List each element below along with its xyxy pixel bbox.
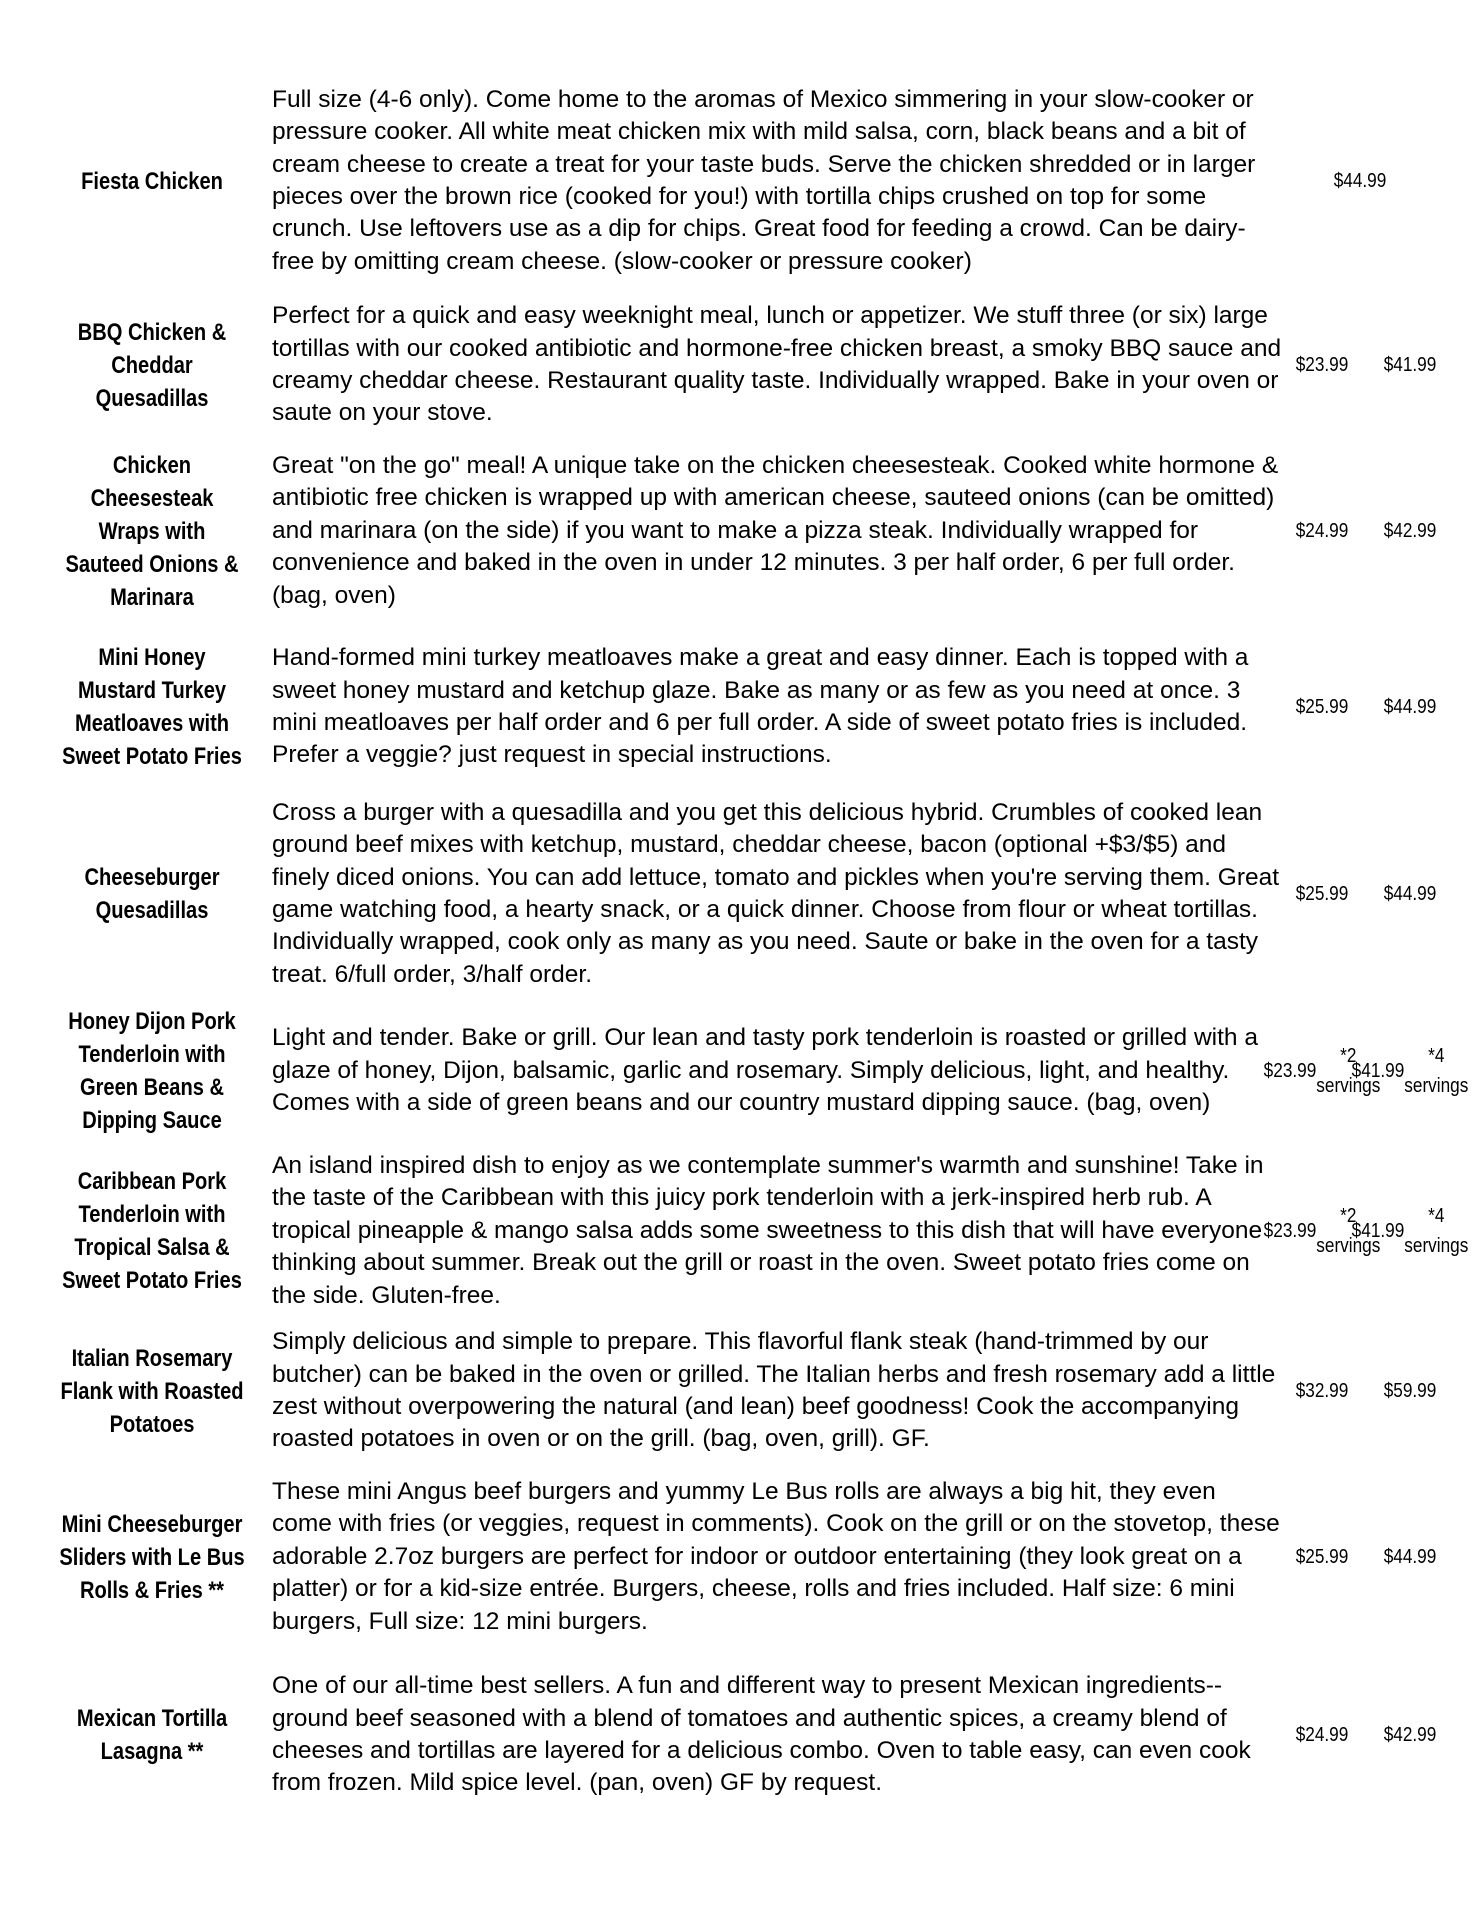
price: $41.99 bbox=[1351, 1060, 1405, 1082]
item-description: These mini Angus beef burgers and yummy Le Bus rolls are always a big hit, they even come with fries (or veggies, request in comments). Cook on the grill or on the stovetop, these adorable 2.7oz burgers are perfect for indoor or outdoor entertaining (they look great on a platter) or for a kid-size entrée. Burgers, cheese, rolls and fries included. Half size: 6 mini burgers, Full size: 12 mini burgers. bbox=[272, 1477, 1280, 1635]
item-name: Fiesta Chicken bbox=[81, 167, 223, 195]
servings-note: *2 servings bbox=[1316, 1205, 1381, 1257]
price: $23.99 bbox=[1263, 1220, 1317, 1242]
item-description: An island inspired dish to enjoy as we contemplate summer's warmth and sunshine! Take in the taste of the Caribbean with this juicy pork tenderloin with a jerk-inspired herb rub. A tropical pineapple & mango salsa adds some sweetness to this dish that will have everyone thinking about summer. Break out the grill or roast in the oven. Sweet potato fries come on the side. Gluten-free. bbox=[272, 1151, 1264, 1309]
item-name: Mini Honey Mustard Turkey Meatloaves with Sweet Potato Fries bbox=[62, 644, 242, 770]
item-price-full: $44.99 bbox=[1383, 1546, 1437, 1568]
servings-note: *4 servings bbox=[1404, 1205, 1469, 1257]
item-price-full: $42.99 bbox=[1383, 520, 1437, 542]
item-description: Full size (4-6 only). Come home to the aromas of Mexico simmering in your slow-cooker or pressure cooker. All white meat chicken mix with mild salsa, corn, black beans and a bit of cream cheese to create a treat for your taste buds. Serve the chicken shredded or in larger pieces over the brown rice (cooked for you!) with tortilla chips crushed on top for some crunch. Use leftovers use as a dip for chips. Great food for feeding a crowd. Can be dairy-free by omitting cream cheese. (slow-cooker or pressure cooker) bbox=[272, 85, 1256, 275]
item-price-full bbox=[1351, 1148, 1469, 1314]
item-price-full: $41.99 bbox=[1383, 354, 1437, 376]
item-name: Honey Dijon Pork Tenderloin with Green Beans & Dipping Sauce bbox=[68, 1008, 236, 1134]
item-price-half: $24.99 bbox=[1295, 520, 1349, 542]
servings-note: *2 servings bbox=[1316, 1045, 1381, 1097]
item-price-half: $25.99 bbox=[1295, 883, 1349, 905]
menu-item-row bbox=[38, 640, 1450, 774]
item-name: Caribbean Pork Tenderloin with Tropical Salsa & Sweet Potato Fries bbox=[62, 1168, 242, 1294]
item-description: One of our all-time best sellers. A fun and different way to present Mexican ingredients-- ground beef seasoned with a blend of tomatoes and authentic spices, a creamy blend of cheeses and tortillas are layered for a delicious combo. Oven to table easy, can even cook from frozen. Mild spice level. (pan, oven) GF by request. bbox=[272, 1672, 1251, 1797]
item-price-full bbox=[1351, 1004, 1469, 1138]
price: $41.99 bbox=[1351, 1220, 1405, 1242]
item-price-half: $25.99 bbox=[1295, 1546, 1349, 1568]
item-name: Mini Cheeseburger Sliders with Le Bus Rolls & Fries ** bbox=[59, 1510, 245, 1604]
item-price-half: $24.99 bbox=[1295, 1724, 1349, 1746]
item-price-full: $59.99 bbox=[1383, 1380, 1437, 1402]
item-price: $44.99 bbox=[1333, 170, 1387, 192]
item-price-half: $32.99 bbox=[1295, 1380, 1349, 1402]
menu-item-row bbox=[38, 1004, 1469, 1138]
item-price-full: $42.99 bbox=[1383, 1724, 1437, 1746]
menu-item-row bbox=[38, 66, 1450, 296]
menu-item-row bbox=[38, 1324, 1450, 1458]
servings-note: *4 servings bbox=[1404, 1045, 1469, 1097]
price: $23.99 bbox=[1263, 1060, 1317, 1082]
item-name: Chicken Cheesesteak Wraps with Sauteed Onions & Marinara bbox=[65, 451, 239, 611]
item-price-full: $44.99 bbox=[1383, 883, 1437, 905]
item-description: Perfect for a quick and easy weeknight meal, lunch or appetizer. We stuff three (or six) large tortillas with our cooked antibiotic and hormone-free chicken breast, a smoky BBQ sauce and creamy cheddar cheese. Restaurant quality taste. Individually wrapped. Bake in your oven or saute on your stove. bbox=[272, 302, 1282, 427]
item-price-full: $44.99 bbox=[1383, 696, 1437, 718]
item-name: Italian Rosemary Flank with Roasted Potatoes bbox=[60, 1344, 244, 1438]
menu-item-row bbox=[38, 794, 1450, 994]
item-name: BBQ Chicken & Cheddar Quesadillas bbox=[77, 318, 227, 412]
item-description: Simply delicious and simple to prepare. This flavorful flank steak (hand-trimmed by our butcher) can be baked in the oven or grilled. The Italian herbs and fresh rosemary add a little zest without overpowering the natural (and lean) beef goodness! Cook the accompanying roasted potatoes in oven or on the grill. (bag, oven, grill). GF. bbox=[272, 1328, 1276, 1453]
item-name: Cheeseburger Quesadillas bbox=[84, 864, 220, 924]
item-price-half: $25.99 bbox=[1295, 696, 1349, 718]
item-description: Light and tender. Bake or grill. Our lean and tasty pork tenderloin is roasted or grilled with a glaze of honey, Dijon, balsamic, garlic and rosemary. Simply delicious, light, and healthy. Comes with a side of green beans and our country mustard dipping sauce. (bag, oven) bbox=[272, 1024, 1258, 1117]
item-price-half: $23.99 bbox=[1295, 354, 1349, 376]
item-name: Mexican Tortilla Lasagna ** bbox=[76, 1705, 228, 1765]
menu-item-row bbox=[38, 298, 1450, 432]
item-description: Hand-formed mini turkey meatloaves make a great and easy dinner. Each is topped with a sweet honey mustard and ketchup glaze. Bake as many or as few as you need at once. 3 mini meatloaves per half order and 6 per full order. A side of sweet potato fries is included. Prefer a veggie? just request in special instructions. bbox=[272, 644, 1249, 769]
menu-item-row bbox=[38, 1668, 1450, 1802]
menu-item-row bbox=[38, 1474, 1450, 1640]
item-description: Cross a burger with a quesadilla and you get this delicious hybrid. Crumbles of cooked lean ground beef mixes with ketchup, mustard, cheddar cheese, bacon (optional +$3/$5) and finely diced onions. You can add lettuce, tomato and pickles when you're serving them. Great game watching food, a hearty snack, or a quick dinner. Choose from flour or wheat tortillas. Individually wrapped, cook only as many as you need. Saute or bake in the oven for a tasty treat. 6/full order, 3/half order. bbox=[272, 798, 1280, 988]
item-description: Great "on the go" meal! A unique take on the chicken cheesesteak. Cooked white hormone & antibiotic free chicken is wrapped up with american cheese, sauteed onions (can be omitted) and marinara (on the side) if you want to make a pizza steak. Individually wrapped for convenience and baked in the oven in under 12 minutes. 3 per half order, 6 per full order. (bag, oven) bbox=[272, 451, 1279, 609]
menu-item-row bbox=[38, 1148, 1469, 1314]
menu-item-row bbox=[38, 448, 1450, 614]
